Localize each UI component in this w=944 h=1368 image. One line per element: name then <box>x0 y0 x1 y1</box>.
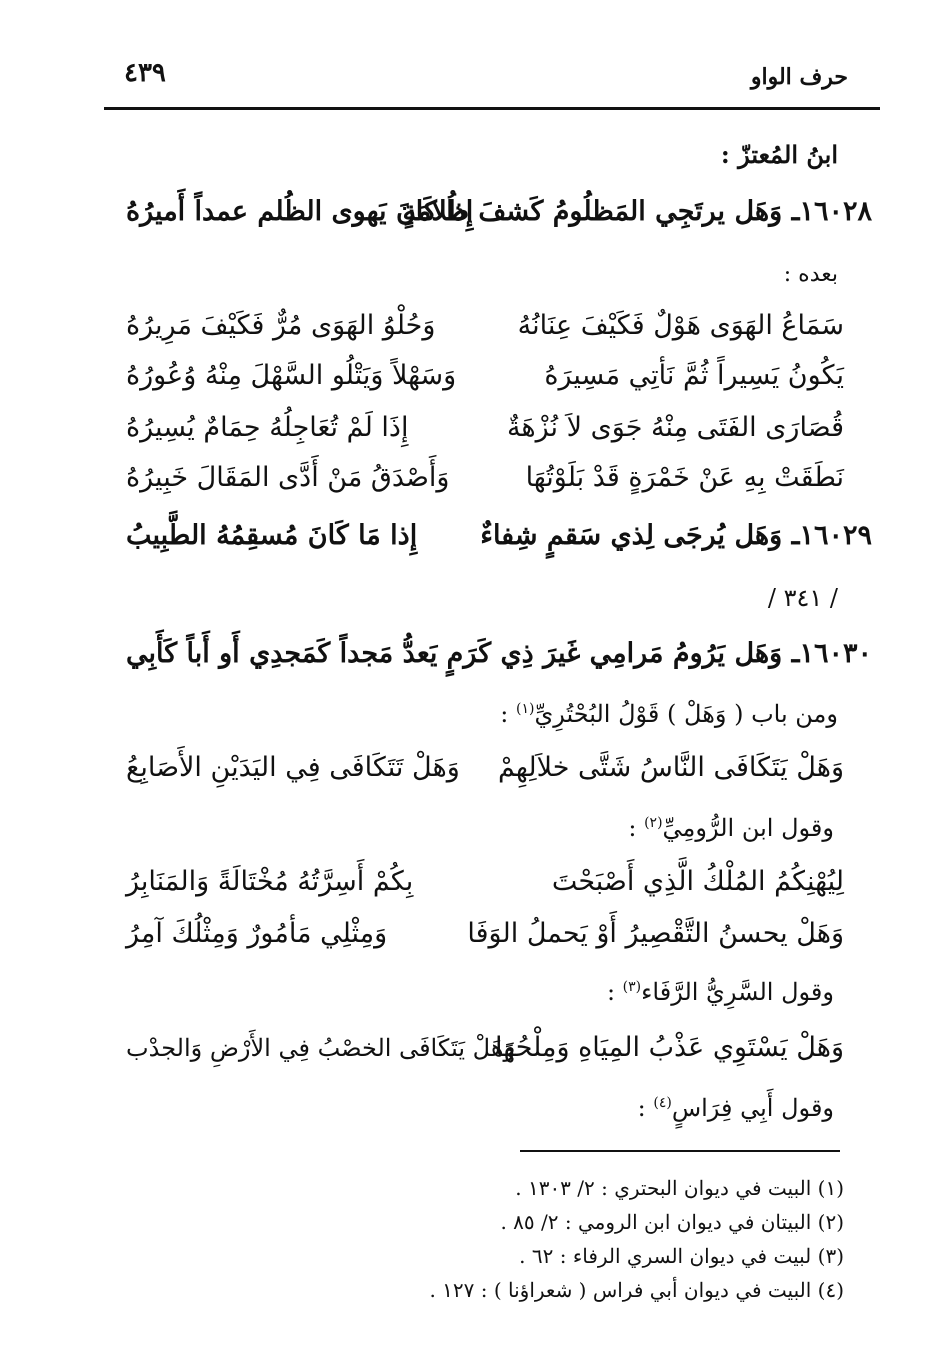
rumi-line-2-left: وَمِثْلِي مَأمُورٌ وَمِثْلُكَ آمِرُ <box>126 918 388 949</box>
poet-label: ابنُ المُعتزّ : <box>720 140 838 169</box>
footnote-2: (٢) البيتان في ديوان ابن الرومي : ٢/ ٨٥ . <box>500 1210 844 1234</box>
entry-16029-reference: / ٣٤١ / <box>767 584 838 612</box>
poem-line-4-right: نَطَقَتْ بِهِ عَنْ خَمْرَةٍ قَدْ بَلَوْتُهَا <box>525 462 844 493</box>
after-label: بعده : <box>783 262 838 287</box>
rumi-line-2-right: وَهَلْ يحسنُ التَّقْصِيرُ أَوْ يَحملُ الوَفَا <box>467 918 844 949</box>
rumi-intro-text: وقول ابن الرُّومِيِّ <box>662 814 834 842</box>
bab-intro <box>500 700 838 728</box>
footnote-4: (٤) البيت في ديوان أبي فراس ( شعراؤنا ) : ١٢٧ . <box>429 1278 844 1302</box>
footnote-mark-1: (١) <box>516 701 535 717</box>
entry-16028-right: ١٦٠٢٨ـ وَهَل يرتَجِي المَظلُومُ كَشفَ ظُلامَةٍ <box>402 196 872 227</box>
footnote-mark-2: (٢) <box>644 815 663 831</box>
sari-left: وَهَلْ يَتَكَافَى الخصْبُ فِي الأَرْضِ وَالجدْب <box>126 1034 516 1062</box>
page-number: ٤٣٩ <box>124 58 166 88</box>
poem-line-2-right: يَكُونُ يَسِيراً ثُمَّ نَأتِي مَسِيرَهُ <box>544 360 844 391</box>
entry-16029-left: إِذا مَا كَانَ مُسقِمُهُ الطَّبِيبُ <box>126 520 418 551</box>
sari-intro <box>607 978 834 1006</box>
buhturi-left: وَهَلْ تَتَكَافَى فِي اليَدَيْنِ الأَصَابِعُ <box>126 752 460 783</box>
poem-line-1-right: سَمَاعُ الهَوَى هَوْلٌ فَكَيْفَ عِنَانُهُ <box>517 310 844 341</box>
footnote-1: (١) البيت في ديوان البحتري : ٢/ ١٣٠٣ . <box>515 1176 844 1200</box>
rumi-line-1-right: لِيُهْنِكُمُ المُلْكُ الَّذِي أَصْبَحْتَ <box>551 866 844 897</box>
bab-intro-tail: : <box>500 700 517 728</box>
firas-intro-tail: : <box>637 1094 654 1122</box>
firas-intro <box>638 1094 834 1122</box>
entry-16030-right: ١٦٠٣٠ـ وَهَل يَرُومُ مَرامِي غَيرَ ذِي كَرَمٍ <box>446 638 872 669</box>
sari-intro-tail: : <box>606 978 623 1006</box>
rumi-intro-tail: : <box>628 814 645 842</box>
poem-line-4-left: وَأَصْدَقُ مَنْ أَدَّى المَقَالَ خَبِيرُهُ <box>126 462 450 493</box>
firas-intro-text: وقول أَبِي فِرَاسٍ <box>671 1094 834 1122</box>
footnote-mark-4: (٤) <box>653 1095 672 1111</box>
poem-line-1-left: وَحُلْوُ الهَوَى مُرٌّ فَكَيْفَ مَرِيرُهُ <box>126 310 436 341</box>
entry-16030-left: يَعدُّ مَجداً كَمَجدِي أَو أَباً كَأَبِي <box>126 638 438 669</box>
header-rule <box>104 107 880 110</box>
footnote-rule <box>520 1150 840 1152</box>
entry-16028-left: إِذا كَانَ يَهوى الظُلم عمداً أَميرُهُ <box>126 196 474 227</box>
sari-intro-text: وقول السَّرِيُّ الرَّفَاء <box>641 978 834 1006</box>
buhturi-right: وَهَلْ يَتَكَافَى النَّاسُ شَتَّى خلاَلِهِمْ <box>497 752 844 783</box>
chapter-title: حرف الواو <box>750 64 848 90</box>
rumi-intro <box>628 814 834 842</box>
poem-line-2-left: وَسَهْلاً وَيَتْلُو السَّهْلَ مِنْهُ وُعُورُهُ <box>126 360 457 391</box>
poem-line-3-left: إِذَا لَمْ تُعَاجِلُهُ حِمَامٌ يُسِيرُهُ <box>126 412 409 443</box>
poem-line-3-right: قُصَارَى الفَتَى مِنْهُ جَوَى لاَ نُزْهَةٌ <box>506 412 844 443</box>
bab-intro-text: ومن باب ( وَهَلْ ) قَوْلُ البُحْتُرِيِّ <box>534 700 838 728</box>
sari-right: وَهَلْ يَسْتَوِي عَذْبُ المِيَاهِ وَمِلْحُهَا <box>495 1032 844 1063</box>
footnote-3: (٣) لبيت في ديوان السري الرفاء : ٦٢ . <box>519 1244 844 1268</box>
rumi-line-1-left: بِكُمْ أَسِرَّتُهُ مُخْتَالَةً وَالمَنَابِرُ <box>126 866 414 897</box>
footnote-mark-3: (٣) <box>622 979 642 995</box>
entry-16029-right: ١٦٠٢٩ـ وَهَل يُرجَى لِذي سَقمٍ شِفاءٌ <box>480 520 872 551</box>
